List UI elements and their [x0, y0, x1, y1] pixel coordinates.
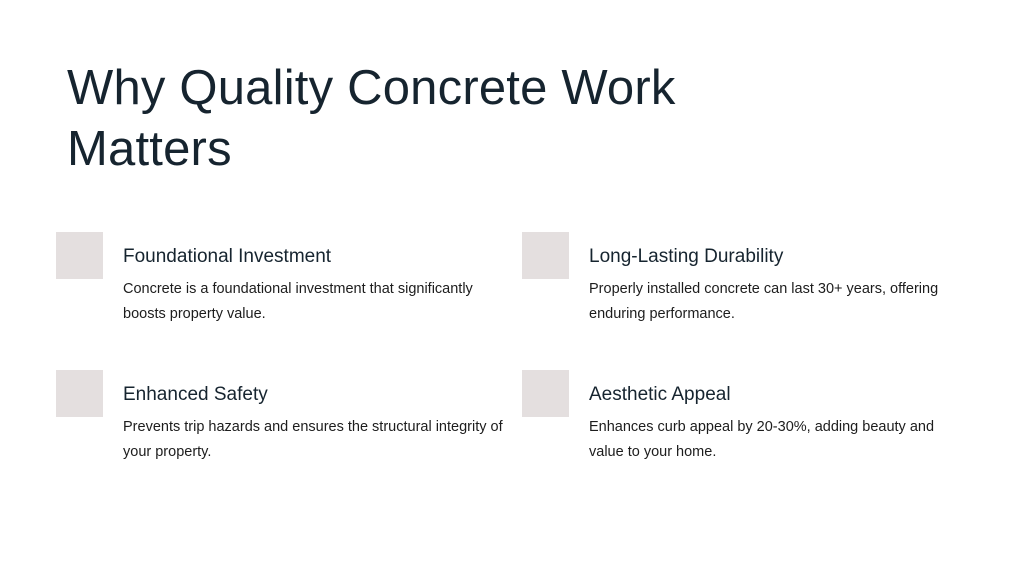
feature-card-long-lasting-durability: [522, 232, 962, 342]
image-placeholder: [56, 232, 103, 279]
feature-description: Enhances curb appeal by 20-30%, adding beauty and value to your home.: [589, 419, 935, 460]
image-placeholder: [522, 232, 569, 279]
feature-heading: Enhanced Safety: [123, 384, 268, 405]
slide-title: Why Quality Concrete Work Matters: [67, 61, 676, 176]
feature-heading: Aesthetic Appeal: [589, 384, 731, 405]
feature-heading: Foundational Investment: [123, 246, 332, 267]
feature-card-foundational-investment: [56, 232, 496, 342]
feature-description: Properly installed concrete can last 30+ years, offering enduring performance.: [589, 281, 939, 322]
feature-card-enhanced-safety: [56, 370, 503, 480]
image-placeholder: [522, 370, 569, 417]
image-placeholder: [56, 370, 103, 417]
feature-description: Concrete is a foundational investment that significantly boosts property value.: [123, 281, 473, 322]
feature-card-aesthetic-appeal: [522, 370, 962, 480]
feature-heading: Long-Lasting Durability: [589, 246, 784, 267]
feature-description: Prevents trip hazards and ensures the structural integrity of your property.: [123, 419, 503, 460]
